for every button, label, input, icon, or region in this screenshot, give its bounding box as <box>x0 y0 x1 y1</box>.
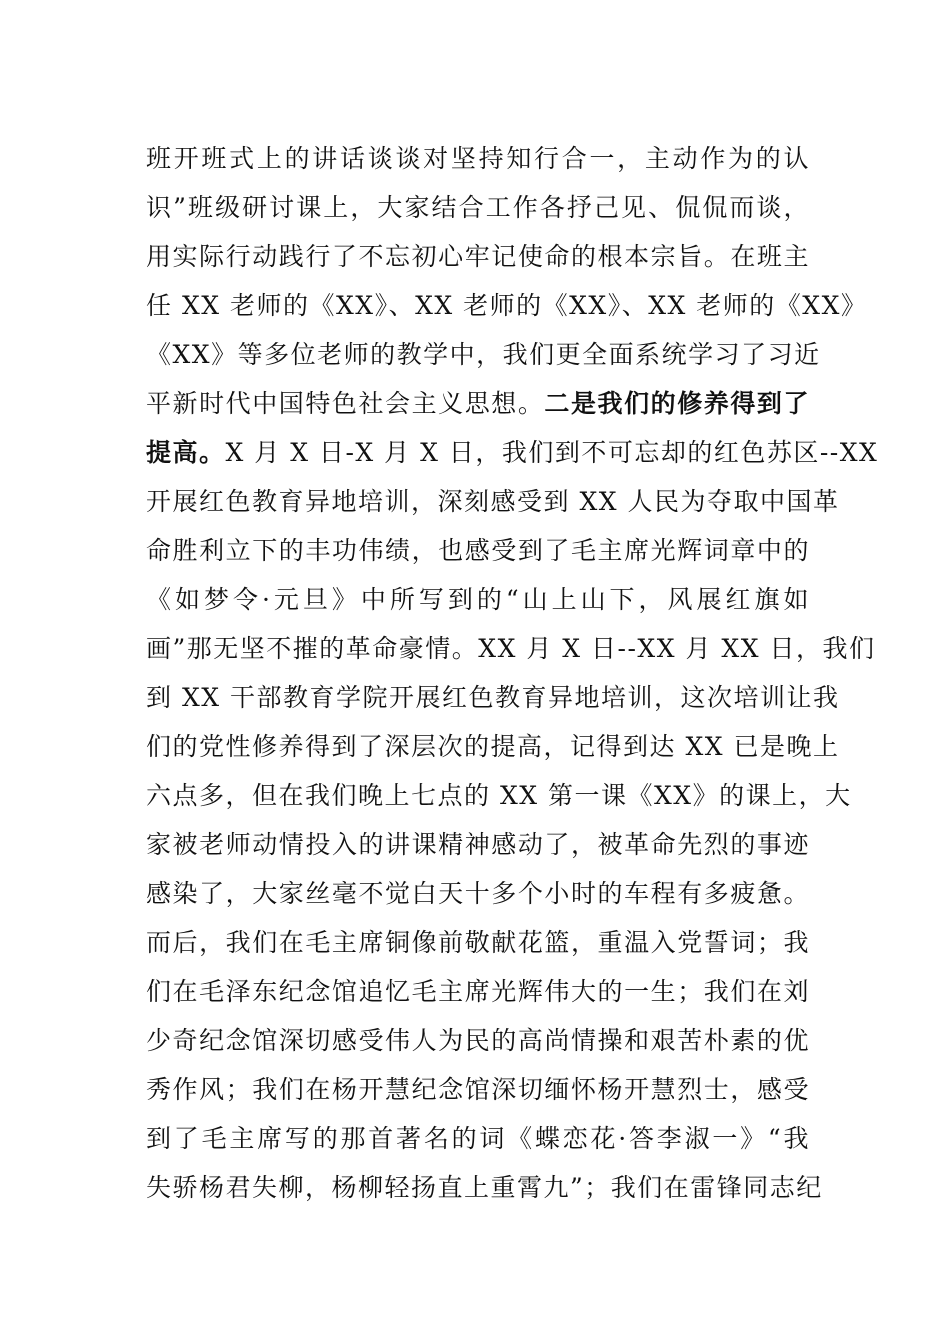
text-line: 开展红色教育异地培训，深刻感受到 XX 人民为夺取中国革 <box>146 487 840 516</box>
text-line: 画”那无坚不摧的革命豪情。XX 月 X 日--XX 月 XX 日，我们 <box>146 634 876 663</box>
text-line: 《XX》等多位老师的教学中，我们更全面系统学习了习近 <box>146 340 821 369</box>
text-line: 六点多，但在我们晚上七点的 XX 第一课《XX》的课上，大 <box>146 781 852 810</box>
text-line: 少奇纪念馆深切感受伟人为民的高尚情操和艰苦朴素的优 <box>146 1026 810 1055</box>
text-line: 到了毛主席写的那首著名的词《蝶恋花·答李淑一》“我 <box>146 1124 810 1153</box>
text-line: 们在毛泽东纪念馆追忆毛主席光辉伟大的一生；我们在刘 <box>146 977 810 1006</box>
text-segment: 平新时代中国特色社会主义思想。 <box>146 389 545 418</box>
text-line: 班开班式上的讲话谈谈对坚持知行合一，主动作为的认 <box>146 144 810 173</box>
bold-heading-end: 提高。 <box>146 438 226 467</box>
text-line: 用实际行动践行了不忘初心牢记使命的根本宗旨。在班主 <box>146 242 810 271</box>
text-segment: X 月 X 日-X 月 X 日，我们到不可忘却的红色苏区--XX <box>225 438 879 467</box>
text-line: 秀作风；我们在杨开慧纪念馆深切缅怀杨开慧烈士，感受 <box>146 1075 810 1104</box>
text-line: 们的党性修养得到了深层次的提高，记得到达 XX 已是晚上 <box>146 732 840 761</box>
bold-heading: 二是我们的修养得到了 <box>544 389 810 418</box>
text-line: 到 XX 干部教育学院开展红色教育异地培训，这次培训让我 <box>146 683 840 712</box>
text-line-with-heading <box>146 379 810 428</box>
text-line: 命胜利立下的丰功伟绩，也感受到了毛主席光辉词章中的 <box>146 536 810 565</box>
text-line: 感染了，大家丝毫不觉白天十多个小时的车程有多疲惫。 <box>146 879 810 908</box>
body-text <box>146 134 879 1212</box>
text-line: 而后，我们在毛主席铜像前敬献花篮，重温入党誓词；我 <box>146 928 810 957</box>
text-line: 任 XX 老师的《XX》、XX 老师的《XX》、XX 老师的《XX》 <box>146 291 868 320</box>
text-line: 《如梦令·元旦》中所写到的“山上山下，风展红旗如 <box>146 585 810 614</box>
text-line: 家被老师动情投入的讲课精神感动了，被革命先烈的事迹 <box>146 830 810 859</box>
text-line: 失骄杨君失柳，杨柳轻扬直上重霄九”；我们在雷锋同志纪 <box>146 1173 823 1202</box>
text-line: 识”班级研讨课上，大家结合工作各抒己见、侃侃而谈， <box>146 193 810 222</box>
text-line-with-heading <box>146 428 879 477</box>
